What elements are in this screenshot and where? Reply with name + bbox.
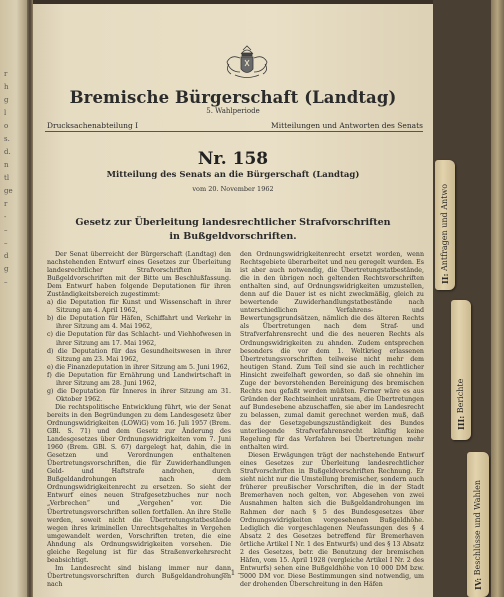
legislative-period: 5. Wahlperiode [206,107,260,115]
body-paragraph: Im Landesrecht sind bislang immer nur dann Übertretungsvorschriften durch Bußgeldandrohungen nach [47,564,231,588]
bremen-coat-of-arms-emblem [221,42,273,82]
list-item: b) die Deputation für Häfen, Schiffahrt und Verkehr in ihrer Sitzung am 4. Mai 1962, [47,315,231,331]
law-title-line-2: in Bußgeldvorschriften. [169,231,297,242]
tab-label: IV: Beschlüsse und Wahlen [473,479,483,590]
text-column-left [47,251,231,589]
document-date: vom 20. November 1962 [192,185,274,193]
law-title-line-1: Gesetz zur Überleitung landesrechtlicher Strafvorschriften [75,217,391,228]
margin-text-fragment: l [4,109,7,117]
margin-text-fragment: tl [4,174,10,182]
margin-text-fragment: r [4,70,8,78]
body-paragraph: Die rechtspolitische Entwicklung führt, wie der Senat bereits in den Begründungen zu dem Landesgesetz über Ordnungswidrigkeiten (LOWiG) vom 16. Juli 1957 (Brem. GBl. S. 71) und dem Gesetz zur Änderung des Landesgesetzes über Ordnungswidrigkeiten vom 7. Juni 1960 (Brem. GBl. S. 67) dargelegt hat, dahin, die in Gesetzen und Verordnungen enthaltenen Übertretungsvorschriften, die für Zuwiderhandlungen Geld- und Haftstrafe androhen, durch Bußgeldandrohungen nach dem Ordnungswidrigkeitenrecht zu ersetzen. So sieht der Entwurf eines neuen Strafgesetzbuches nur noch „Verbrechen“ und „Vergehen“ vor. Die Übertretungsvorschriften sollen fortfallen. An ihre Stelle werden, soweit nicht die Übertretungstatbestände wegen ihres kriminellen Unrechtsgehaltes in Vergehen umgewandelt werden, Vorschriften treten, die eine Ahndung als Ordnungswidrigkeiten vorsehen. Die gleiche Regelung ist für das Straßenverkehrsrecht beabsichtigt. [47,403,231,564]
index-tabs-area [433,0,504,597]
list-item: d) die Deputation für das Gesundheitswesen in ihrer Sitzung am 23. Mai 1962, [47,347,231,363]
tab-label: II: Antfragen und Antwo [440,183,450,284]
document-subtitle: Mitteilung des Senats an die Bürgerschaft (Landtag) [106,170,360,180]
print-section-label: Drucksachenabteilung I [47,121,139,130]
margin-text-fragment: r [4,200,8,208]
body-paragraph: den Ordnungswidrigkeitenrecht ersetzt worden, wenn Rechtsgebiete überarbeitet und neu geregelt wurden. Es ist aber auch notwendig, die Übertretungstatbestände, die in den übrigen noch geltenden Rechtsvorschriften enthalten sind, auf Ordnungswidrigkeiten umzustellen, denn auf die Dauer ist es nicht zweckmäßig, gleich zu bewertende Zuwiderhandlungstatbestände nach unterschiedlichen Verfahrens- und Bewertungsgrundsätzen, nämlich die des älteren Rechts als Übertretungen nach dem Straf- und Strafverfahrensrecht und die des neueren Rechts als Ordnungswidrigkeiten zu ahnden. Zudem entsprechen besonders die vor dem 1. Weltkrieg erlassenen Übertretungsvorschriften teilweise nicht mehr dem heutigen Stand. Zum Teil sind sie auch in rechtlicher Hinsicht zweifelhaft geworden, so daß sie ohnehin im Zuge der bevorstehenden Bereinigung des bremischen Rechts neu gefaßt werden müßten. Ferner wäre es aus Gründen der Rechtseinheit unratsam, die Übertretungen auf Bundesebene abzuschaffen, sie aber im Landesrecht zu belassen, zumal damit gerechnet werden muß, daß das der Gesetzgebungszuständigkeit des Bundes unterliegende Strafverfahrensrecht künftig keine Regelung für das Verfahren bei Übertretungen mehr enthalten wird. [240,251,424,452]
list-item: e) die Finanzdeputation in ihrer Sitzung am 5. Juni 1962, [47,363,230,371]
list-item: f) die Deputation für Ernährung und Landwirtschaft in ihrer Sitzung am 28. Juni 1962, [47,371,231,387]
tab-label: III: Berichte [456,378,466,430]
margin-text-fragment: o [4,122,9,130]
index-tab-beschluesse[interactable] [467,452,489,597]
margin-text-fragment: – [4,239,8,247]
header-divider [45,131,423,132]
list-item: c) die Deputation für das Schlacht- und Viehhofwesen in ihrer Sitzung am 17. Mai 1962, [47,331,231,347]
margin-text-fragment: d. [4,148,11,156]
margin-text-fragment: d [4,252,9,260]
page-number: — 1 — [221,569,245,577]
page-stack-edge [491,0,504,597]
margin-text-fragment: - [4,213,7,221]
margin-text-fragment: g [4,265,9,273]
list-item: g) die Deputation für Inneres in ihrer Sitzung am 31. Oktober 1962. [47,387,231,403]
index-tab-antfragen[interactable] [435,160,455,290]
margin-text-fragment: ge [4,187,13,195]
parliament-title: Bremische Bürgerschaft (Landtag) [69,88,397,107]
body-paragraph: Diesen Erwägungen trägt der nachstehende Entwurf eines Gesetzes zur Überleitung landesrechtlicher Strafvorschriften in Bußgeldvorschriften Rechnung. Er sieht nicht nur die Umstellung bremischer, sondern auch früherer preußischer Vorschriften, die in der Stadt Bremerhaven noch gelten, vor. Abgesehen von zwei Ausnahmen halten sich die Bußgeldandrohungen im Rahmen der nach § 5 des Bundesgesetzes über Ordnungswidrigkeiten vorgesehenen Bußgeldhöhe. Lediglich die vorgeschlagenen Neufassungen des § 4 Absatz 2 des Gesetzes betreffend für Bremerhaven örtliche Artikel I Nr. 1 des Entwurfs) und des § 13 Absatz 2 des Gesetzes, betr. die Benutzung der bremischen Häfen, vom 15. April 1928 (vergleiche Artikel I Nr. 2 des Entwurfs) sehen eine Bußgeldhöhe von 10 000 DM bzw. 5000 DM vor. Diese Bestimmungen sind notwendig, um der drohenden Überschreitung in den Häfen [240,452,424,588]
margin-text-fragment: h [4,83,9,91]
list-item: a) die Deputation für Kunst und Wissenschaft in ihrer Sitzung am 4. April 1962, [47,299,231,315]
text-column-right [240,251,424,589]
previous-page-edge [0,0,27,597]
deputation-list [47,299,231,404]
intro-paragraph: Der Senat überreicht der Bürgerschaft (Landtag) den nachstehenden Entwurf eines Gesetzes zur Überleitung landesrechtlicher Strafvorschriften in Bußgeldvorschriften mit der Bitte um Beschlußfassung. Dem Entwurf haben folgende Deputationen für ihren Zuständigkeitsbereich zugestimmt: [47,251,231,299]
margin-text-fragment: s. [4,135,10,143]
index-tab-berichte[interactable] [451,300,471,440]
document-number: Nr. 158 [197,149,269,169]
document-page [33,4,433,597]
section-category-label: Mitteilungen und Antworten des Senats [271,121,423,130]
margin-text-fragment: – [4,226,8,234]
margin-text-fragment: – [4,278,8,286]
margin-text-fragment: n [4,161,9,169]
margin-text-fragment: g [4,96,9,104]
